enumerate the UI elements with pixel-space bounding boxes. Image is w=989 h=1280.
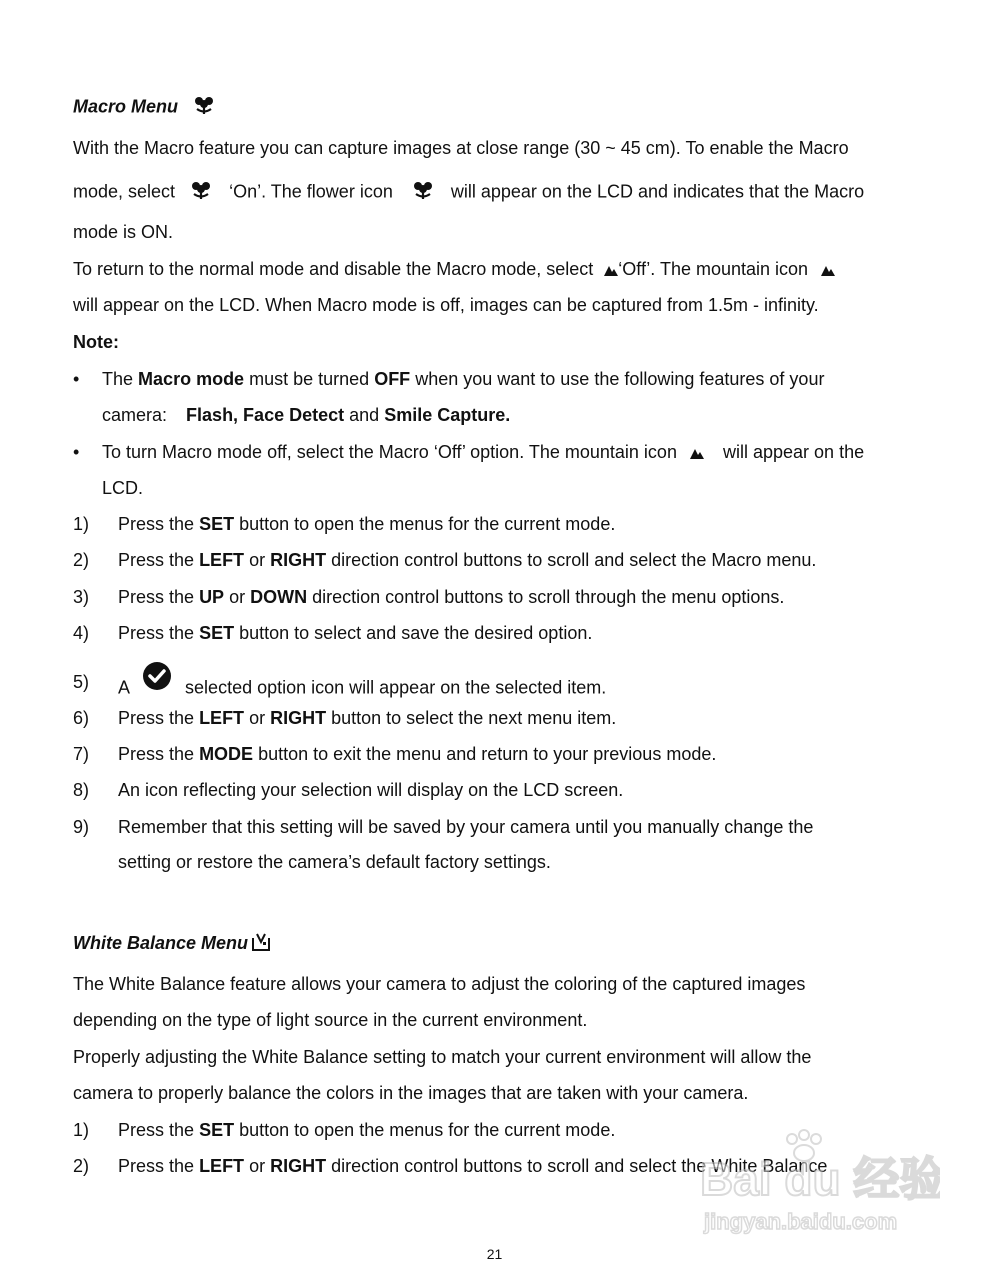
text-span: UP (199, 587, 225, 607)
wb-heading (73, 932, 271, 956)
text-span: mode, select (73, 181, 176, 202)
wb-heading-text: White Balance Menu (73, 933, 249, 953)
text-span: RIGHT (270, 708, 327, 728)
text-span: SET (199, 514, 235, 534)
text-span: Smile Capture. (384, 405, 511, 425)
text-span: must be turned (249, 369, 370, 389)
step-4 (118, 622, 592, 644)
step-number: 1) (73, 514, 90, 534)
step-number: 9) (73, 817, 90, 837)
page-number: 21 (486, 1246, 503, 1262)
text-span: LEFT (199, 550, 245, 570)
macro-para2-line1 (73, 258, 835, 281)
bullet-2-line1 (102, 441, 864, 464)
macro-para1-line2 (73, 180, 864, 205)
text-span: direction control buttons to scroll and select the Macro menu. (331, 550, 817, 570)
macro-para2-line2: will appear on the LCD. When Macro mode is off, images can be captured from 1.5m - infinity. (73, 295, 819, 315)
macro-heading-text: Macro Menu (73, 96, 179, 117)
text-span: or (229, 587, 246, 607)
text-span: or (249, 708, 266, 728)
text-span: DOWN (250, 587, 308, 607)
text-span: OFF (374, 369, 411, 389)
note-label: Note: (73, 332, 119, 352)
wb-para2-line1: Properly adjusting the White Balance setting to match your current environment will allow the (73, 1047, 812, 1067)
step-number: 2) (73, 1156, 90, 1176)
text-span: Flash, Face Detect (186, 405, 345, 425)
mountain-icon (690, 442, 704, 464)
text-span: ‘On’. The flower icon (229, 181, 393, 202)
text-span: Press the (118, 623, 195, 643)
text-span: LEFT (199, 708, 245, 728)
step-1 (118, 513, 615, 535)
text-span: MODE (199, 744, 254, 764)
step-8: An icon reflecting your selection will display on the LCD screen. (118, 780, 624, 800)
step-number: 6) (73, 708, 90, 728)
macro-para1-line3: mode is ON. (73, 222, 174, 242)
step-5 (118, 671, 606, 706)
watermark-logo: Bai du 经验 (700, 1153, 940, 1205)
text-span: button to open the menus for the current mode. (239, 1120, 616, 1140)
step-9-line1: Remember that this setting will be saved by your camera until you manually change the (118, 817, 814, 837)
text-span: Press the (118, 514, 195, 534)
checkmark-icon (142, 661, 172, 696)
step-7 (118, 743, 716, 765)
step-6 (118, 707, 616, 729)
text-span: and (349, 405, 380, 425)
step-number: 7) (73, 744, 90, 764)
step-number: 2) (73, 550, 90, 570)
macro-para1-line1: With the Macro feature you can capture images at close range (30 ~ 45 cm). To enable the Macro (73, 138, 849, 158)
bullet-1-line1 (102, 368, 824, 390)
text-span: A (118, 677, 130, 698)
baidu-watermark (700, 1125, 940, 1245)
text-span: when you want to use the following features of your (415, 369, 825, 389)
step-number: 8) (73, 780, 90, 800)
step-number: 5) (73, 672, 90, 692)
step-2 (118, 549, 816, 571)
text-span: Press the (118, 587, 195, 607)
text-span: Macro mode (138, 369, 245, 389)
flower-icon (190, 180, 212, 205)
wb-para2-line2: camera to properly balance the colors in the images that are taken with your camera. (73, 1083, 749, 1103)
text-span: button to open the menus for the current mode. (239, 514, 616, 534)
text-span: RIGHT (270, 550, 327, 570)
bullet-2-line2: LCD. (102, 478, 144, 498)
text-span: To turn Macro mode off, select the Macro ‘Off’ option. The mountain icon (102, 442, 677, 462)
wb-para1-line2: depending on the type of light source in the current environment. (73, 1010, 588, 1030)
text-span: will appear on the (723, 442, 865, 462)
text-span: Press the (118, 550, 195, 570)
wb-para1-line1: The White Balance feature allows your camera to adjust the coloring of the captured images (73, 974, 806, 994)
text-span: or (249, 1156, 266, 1176)
step-9-line2: setting or restore the camera’s default factory settings. (118, 852, 551, 872)
text-span: LEFT (199, 1156, 245, 1176)
mountain-icon (821, 259, 835, 281)
text-span: Press the (118, 1120, 195, 1140)
flower-icon (412, 180, 434, 205)
text-span: SET (199, 1120, 235, 1140)
bullet-1-line2 (102, 404, 510, 426)
text-span: Press the (118, 1156, 195, 1176)
text-span: selected option icon will appear on the selected item. (185, 677, 607, 698)
text-span: direction control buttons to scroll and select the White Balance (331, 1156, 828, 1176)
text-span: To return to the normal mode and disable the Macro mode, select (73, 259, 594, 279)
text-span: RIGHT (270, 1156, 327, 1176)
flower-icon (193, 95, 215, 120)
bullet-dot: • (73, 442, 80, 462)
text-span: or (249, 550, 266, 570)
text-span: will appear on the LCD and indicates that the Macro (450, 181, 865, 202)
text-span: button to select and save the desired option. (239, 623, 593, 643)
step-number: 3) (73, 587, 90, 607)
text-span: button to exit the menu and return to your previous mode. (258, 744, 717, 764)
step-3 (118, 586, 784, 608)
text-span: ‘Off’. The mountain icon (618, 259, 809, 279)
watermark-url: jingyan.baidu.com (704, 1209, 898, 1234)
step-number: 1) (73, 1120, 90, 1140)
mountain-icon (604, 259, 618, 281)
text-span: camera: (102, 405, 168, 425)
text-span: Press the (118, 708, 195, 728)
wb-step-1 (118, 1119, 615, 1141)
text-span: The (102, 369, 134, 389)
text-span: button to select the next menu item. (331, 708, 617, 728)
text-span: direction control buttons to scroll through the menu options. (312, 587, 785, 607)
white-balance-icon (251, 933, 271, 956)
bullet-dot: • (73, 369, 80, 389)
macro-heading (73, 95, 215, 120)
step-number: 4) (73, 623, 90, 643)
text-span: Press the (118, 744, 195, 764)
text-span: SET (199, 623, 235, 643)
